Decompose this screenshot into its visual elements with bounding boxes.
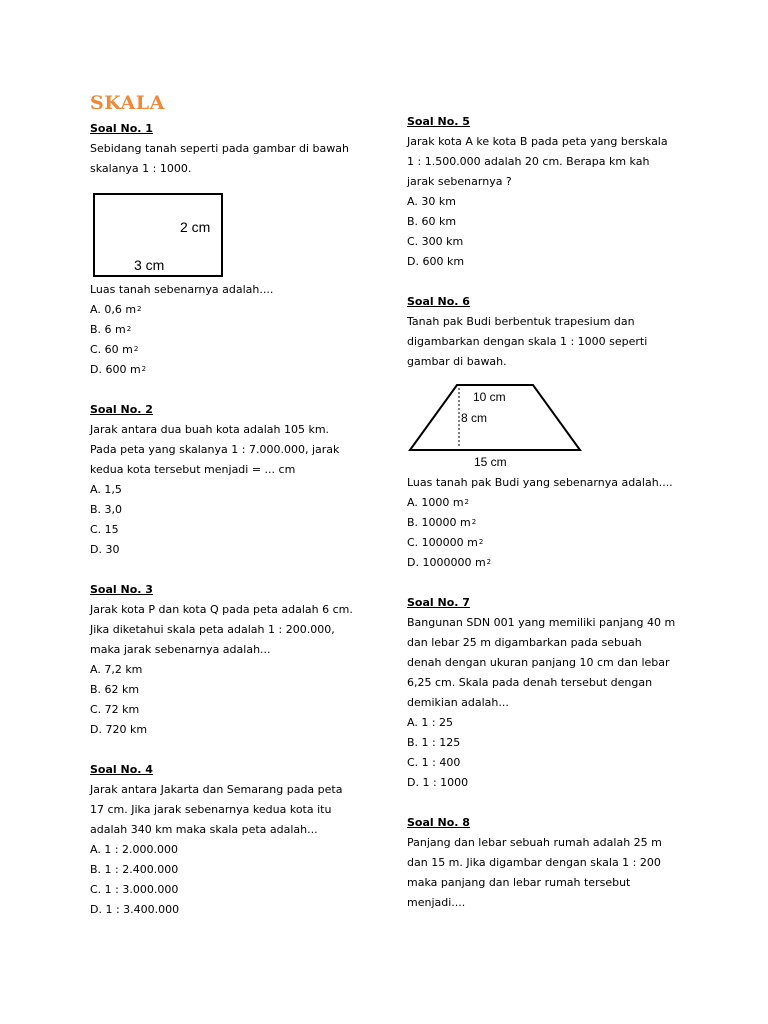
soal-heading: Soal No. 2 xyxy=(90,403,153,416)
trapezoid-top-label: 10 cm xyxy=(473,390,506,404)
question-line: 6,25 cm. Skala pada denah tersebut dengan xyxy=(407,676,653,689)
question-line: gambar di bawah. xyxy=(407,355,507,368)
trapezoid-figure xyxy=(405,382,590,472)
option-c[interactable]: C. 72 km xyxy=(90,703,140,716)
question-line: Sebidang tanah seperti pada gambar di bawah xyxy=(90,142,349,155)
question-prompt: Luas tanah pak Budi yang sebenarnya adalah.... xyxy=(407,476,673,489)
option-d[interactable]: D. 600 $m^2$ xyxy=(90,363,147,376)
question-line: skalanya 1 : 1000. xyxy=(90,162,192,175)
question-line: Jarak antara dua buah kota adalah 105 km. xyxy=(90,423,330,436)
question-prompt: Luas tanah sebenarnya adalah.... xyxy=(90,283,274,296)
trapezoid-bottom-label: 15 cm xyxy=(474,455,507,469)
question-line: maka jarak sebenarnya adalah... xyxy=(90,643,271,656)
option-a[interactable]: A. 1 : 25 xyxy=(407,716,454,729)
soal-2 xyxy=(90,400,380,560)
option-c[interactable]: C. 60 $m^2$ xyxy=(90,343,139,356)
question-line: 1 : 1.500.000 adalah 20 cm. Berapa km kah xyxy=(407,155,650,168)
soal-8 xyxy=(407,813,707,913)
option-d[interactable]: D. 30 xyxy=(90,543,120,556)
question-line: jarak sebenarnya ? xyxy=(407,175,512,188)
option-b[interactable]: B. 1 : 125 xyxy=(407,736,461,749)
question-line: denah dengan ukuran panjang 10 cm dan lebar xyxy=(407,656,670,669)
option-d[interactable]: D. 720 km xyxy=(90,723,148,736)
question-line: Pada peta yang skalanya 1 : 7.000.000, jarak xyxy=(90,443,340,456)
option-c[interactable]: C. 15 xyxy=(90,523,119,536)
page-title: SKALA xyxy=(90,92,165,114)
soal-heading: Soal No. 3 xyxy=(90,583,153,596)
option-a[interactable]: A. 30 km xyxy=(407,195,456,208)
soal-6-answers xyxy=(407,473,707,573)
question-line: adalah 340 km maka skala peta adalah... xyxy=(90,823,318,836)
question-line: digambarkan dengan skala 1 : 1000 seperti xyxy=(407,335,648,348)
option-a[interactable]: A. 1,5 xyxy=(90,483,122,496)
option-d[interactable]: D. 1 : 3.400.000 xyxy=(90,903,180,916)
question-line: maka panjang dan lebar rumah tersebut xyxy=(407,876,631,889)
option-c[interactable]: C. 1 : 400 xyxy=(407,756,461,769)
rectangle-width-label: 2 cm xyxy=(180,219,211,235)
option-b[interactable]: B. 6 $m^2$ xyxy=(90,323,132,336)
question-line: menjadi.... xyxy=(407,896,466,909)
option-b[interactable]: B. 1 : 2.400.000 xyxy=(90,863,179,876)
soal-heading: Soal No. 5 xyxy=(407,115,470,128)
soal-1 xyxy=(90,119,380,179)
soal-heading: Soal No. 8 xyxy=(407,816,470,829)
option-a[interactable]: A. 1000 $m^2$ xyxy=(407,496,469,509)
soal-1-answers xyxy=(90,280,380,380)
question-line: Jarak antara Jakarta dan Semarang pada peta xyxy=(90,783,343,796)
option-a[interactable]: A. 0,6 $m^2$ xyxy=(90,303,142,316)
question-line: Jika diketahui skala peta adalah 1 : 200.000, xyxy=(90,623,335,636)
soal-heading: Soal No. 6 xyxy=(407,295,470,308)
soal-4 xyxy=(90,760,380,920)
question-line: 17 cm. Jika jarak sebenarnya kedua kota itu xyxy=(90,803,332,816)
question-line: Tanah pak Budi berbentuk trapesium dan xyxy=(407,315,635,328)
question-line: dan lebar 25 m digambarkan pada sebuah xyxy=(407,636,642,649)
option-b[interactable]: B. 10000 $m^2$ xyxy=(407,516,477,529)
rectangle-figure xyxy=(90,190,240,282)
question-line: Bangunan SDN 001 yang memiliki panjang 40 m xyxy=(407,616,676,629)
soal-3 xyxy=(90,580,380,740)
soal-heading: Soal No. 4 xyxy=(90,763,153,776)
soal-7 xyxy=(407,593,707,793)
option-a[interactable]: A. 1 : 2.000.000 xyxy=(90,843,179,856)
question-line: demikian adalah... xyxy=(407,696,509,709)
option-a[interactable]: A. 7,2 km xyxy=(90,663,143,676)
question-line: Panjang dan lebar sebuah rumah adalah 25 m xyxy=(407,836,662,849)
soal-heading: Soal No. 1 xyxy=(90,122,153,135)
option-b[interactable]: B. 3,0 xyxy=(90,503,123,516)
rectangle-length-label: 3 cm xyxy=(134,257,165,273)
option-d[interactable]: D. 600 km xyxy=(407,255,465,268)
option-c[interactable]: C. 1 : 3.000.000 xyxy=(90,883,179,896)
question-line: Jarak kota P dan kota Q pada peta adalah 6 cm. xyxy=(90,603,353,616)
soal-5 xyxy=(407,112,707,272)
soal-heading: Soal No. 7 xyxy=(407,596,470,609)
option-b[interactable]: B. 60 km xyxy=(407,215,457,228)
soal-6 xyxy=(407,292,707,372)
question-line: dan 15 m. Jika digambar dengan skala 1 : 200 xyxy=(407,856,661,869)
option-c[interactable]: C. 100000 $m^2$ xyxy=(407,536,484,549)
option-d[interactable]: D. 1000000 $m^2$ xyxy=(407,556,492,569)
trapezoid-height-label: 8 cm xyxy=(461,411,488,425)
option-d[interactable]: D. 1 : 1000 xyxy=(407,776,469,789)
question-line: kedua kota tersebut menjadi = ... cm xyxy=(90,463,296,476)
option-b[interactable]: B. 62 km xyxy=(90,683,140,696)
option-c[interactable]: C. 300 km xyxy=(407,235,464,248)
question-line: Jarak kota A ke kota B pada peta yang berskala xyxy=(407,135,668,148)
